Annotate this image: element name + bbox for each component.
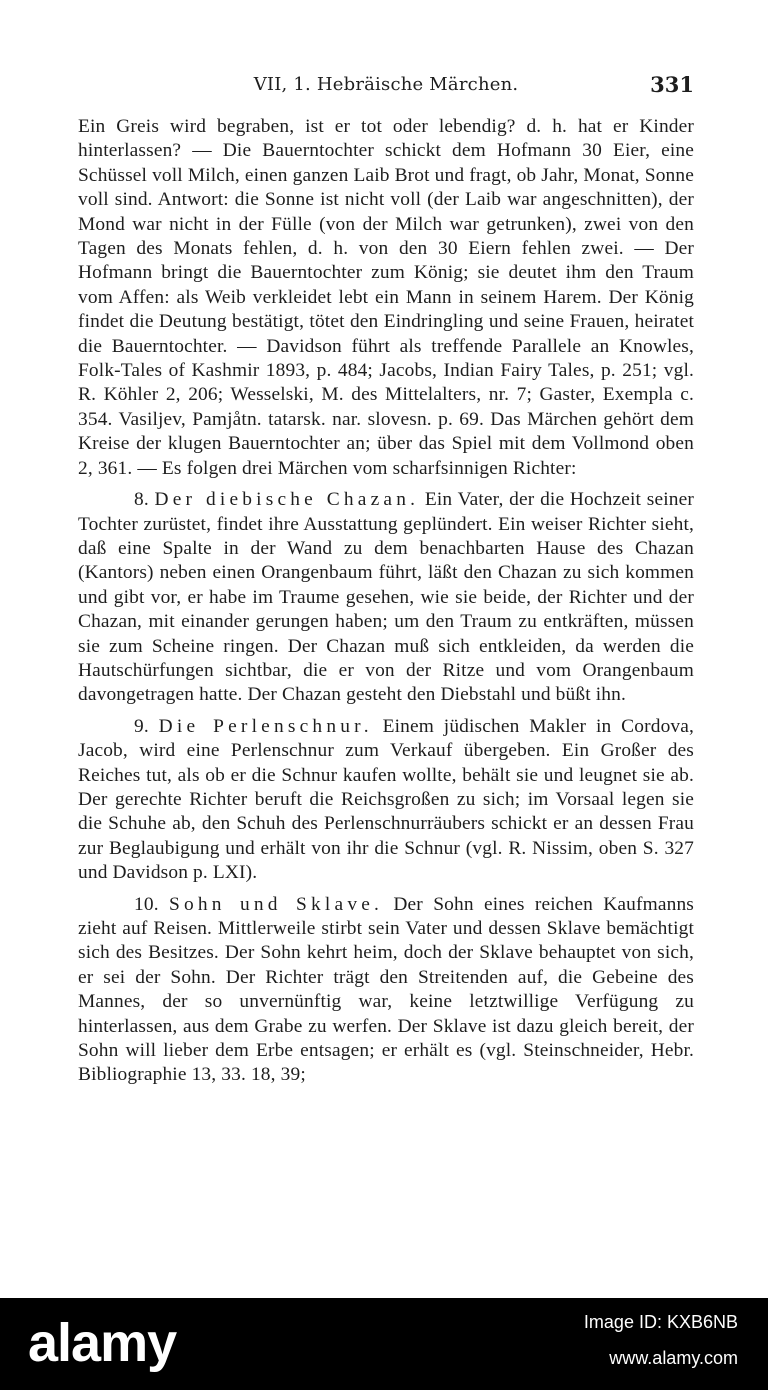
running-head: VII, 1. Hebräische Märchen. (253, 74, 519, 95)
page-number: 331 (650, 72, 694, 97)
section-title: Die Perlenschnur. (158, 715, 373, 737)
section-title: Sohn und Sklave. (169, 893, 384, 915)
section-number: 8. (134, 489, 149, 511)
section-number: 9. (134, 715, 149, 737)
paragraph-8 (78, 488, 694, 708)
section-text: Einem jüdischen Makler in Cordova, Jacob, wird eine Perlenschnur zum Verkauf übergeben. Ein Großer des Reiches tut, als ob er die Schnur kaufen wollte, behält sie und leugnet sie ab. Der gerechte Richter beruft die Reichsgroßen zu sich; im Vorsaal legen sie die Schuhe ab, den Schuh des Perlenschnurräubers schickt er an dessen Frau zur Beglaubigung und erhält von ihr die Schnur (vgl. R. Nissim, oben S. 327 und Davidson p. LXI). (78, 715, 695, 884)
section-text: Der Sohn eines reichen Kaufmanns zieht auf Reisen. Mittlerweile stirbt sein Vater und dessen Sklave bemächtigt sich des Besitzes. Der Sohn kehrt heim, doch der Sklave behauptet von sich, er sei der Sohn. Der Richter trägt den Streitenden auf, die Gebeine des Mannes, der so unvernünftig war, keine letztwillige Verfügung zu hinterlassen, aus dem Grabe zu werfen. Der Sklave ist dazu gleich bereit, der Sohn will lieber dem Erbe entsagen; er erhält es (vgl. Steinschneider, Hebr. Bibliographie 13, 33. 18, 39; (78, 893, 694, 1086)
paragraph-10 (78, 893, 694, 1088)
page-header (78, 74, 694, 104)
paragraph-1: Ein Greis wird begraben, ist er tot oder lebendig? d. h. hat er Kinder hinterlassen? — Die Bauerntochter schickt dem Hofmann 30 Eier, eine Schüssel voll Milch, einen ganzen Laib Brot und fragt, ob Jahr, Monat, Sonne voll sind. Antwort: die Sonne ist nicht voll (der Laib war angeschnitten), der Mond war nicht in der Fülle (von der Milch war getrunken), zwei von den Tagen des Monats fehlen, d. h. von den 30 Eiern fehlen zwei. — Der Hofmann bringt die Bauerntochter zum König; sie deutet ihm den Traum vom Affen: als Weib verkleidet lebt ein Mann in seinem Harem. Der König findet die Deutung bestätigt, tötet den Eindringling und seine Frauen, heiratet die Bauerntochter. — Davidson führt als treffende Parallele an Knowles, Folk-Tales of Kashmir 1893, p. 484; Jacobs, Indian Fairy Tales, p. 251; vgl. R. Köhler 2, 206; Wesselski, M. des Mittelalters, nr. 7; Gaster, Exempla c. 354. Vasiljev, Pamjåtn. tatarsk. nar. slovesn. p. 69. Das Märchen gehört dem Kreise der klugen Bauerntochter an; über das Spiel mit dem Vollmond oben 2, 361. — Es folgen drei Märchen vom scharfsinnigen Richter: (78, 116, 694, 479)
section-text: Ein Vater, der die Hochzeit seiner Tochter zurüstet, findet ihre Ausstattung geplündert. Ein weiser Richter sieht, daß eine Spalte in der Wand zu dem benachbarten Hause des Chazan (Kantors) neben einen Orangenbaum führt, läßt den Chazan zu sich kommen und gibt vor, er habe im Traume gesehen, wie sie beide, der Richter und der Chazan, mit einander gerungen haben; um den Traum zu entkräften, müssen sie zum Scheine ringen. Der Chazan muß sich entkleiden, da werden die Hautschürfungen sichtbar, die er von der Ritze und vom Orangenbaum davongetragen hatte. Der Chazan gesteht den Diebstahl und büßt ihn. (78, 489, 694, 706)
section-title: Der diebische Chazan. (154, 489, 420, 511)
image-id: Image ID: KXB6NB (583, 1312, 738, 1332)
paragraph-9 (78, 715, 694, 886)
watermark-banner (0, 1298, 768, 1390)
page-text (78, 115, 694, 1088)
alamy-logo: alamy (28, 1313, 177, 1373)
section-number: 10. (134, 893, 159, 915)
watermark-url: www.alamy.com (609, 1348, 738, 1368)
